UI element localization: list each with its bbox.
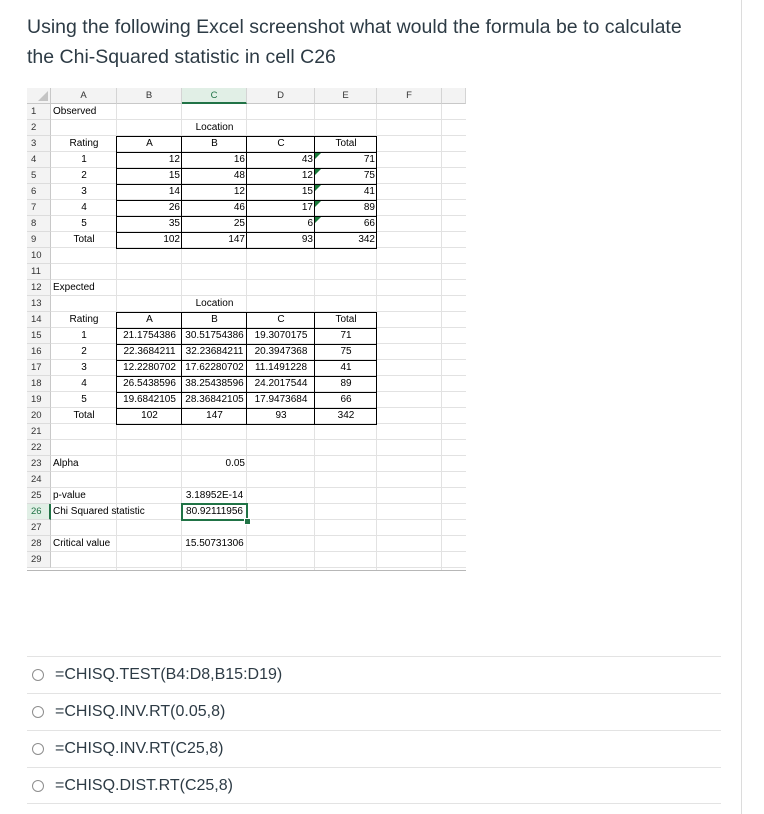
excel-screenshot	[27, 88, 466, 570]
error-indicator-icon	[315, 169, 321, 175]
observed-data-cell[interactable]: 17	[301, 202, 313, 213]
observed-data-cell[interactable]: 12	[301, 170, 313, 181]
expected-header-cell[interactable]: A	[146, 314, 153, 325]
option-label[interactable]: =CHISQ.TEST(B4:D8,B15:D19)	[55, 666, 283, 683]
observed-data-cell[interactable]: 6	[307, 218, 313, 229]
option-label[interactable]: =CHISQ.DIST.RT(C25,8)	[55, 777, 233, 794]
observed-data-cell[interactable]: 41	[363, 186, 375, 197]
radio-button[interactable]	[32, 706, 44, 718]
observed-data-cell[interactable]: 15	[301, 186, 313, 197]
column-header-a[interactable]: A	[51, 88, 117, 104]
radio-button[interactable]	[32, 669, 44, 681]
expected-border-h	[116, 424, 377, 425]
error-indicator-icon	[315, 153, 321, 159]
radio-button[interactable]	[32, 743, 44, 755]
error-indicator-icon	[315, 217, 321, 223]
column-header-e[interactable]: E	[315, 88, 377, 104]
gridline-horizontal	[51, 439, 466, 440]
observed-data-cell[interactable]: 4	[81, 202, 87, 213]
alpha-value[interactable]: 0.05	[225, 458, 245, 469]
option-1[interactable]	[27, 656, 721, 693]
row-header-8[interactable]: 8	[27, 216, 51, 232]
row-header-20[interactable]: 20	[27, 408, 51, 424]
row-header-22[interactable]: 22	[27, 440, 51, 456]
row-header-10[interactable]: 10	[27, 248, 51, 264]
row-header-21[interactable]: 21	[27, 424, 51, 440]
expected-data-cell[interactable]: 147	[206, 410, 223, 421]
row-header-26[interactable]: 26	[27, 504, 51, 520]
observed-location-label[interactable]: Location	[195, 122, 234, 133]
row-header-15[interactable]: 15	[27, 328, 51, 344]
column-header-b[interactable]: B	[117, 88, 182, 104]
column-header-d[interactable]: D	[247, 88, 315, 104]
expected-data-cell[interactable]: 66	[340, 394, 352, 405]
observed-border-h	[116, 136, 377, 137]
column-header-f[interactable]: F	[377, 88, 442, 104]
observed-header-cell[interactable]: C	[277, 138, 285, 149]
selected-cell-c26[interactable]	[181, 503, 248, 521]
observed-header-cell[interactable]: Rating	[69, 138, 99, 149]
expected-data-cell[interactable]: 2	[81, 346, 87, 357]
observed-title[interactable]: Observed	[53, 106, 97, 117]
pvalue-value[interactable]: 3.18952E-14	[185, 490, 244, 501]
corner-triangle-icon	[38, 91, 48, 101]
row-header-23[interactable]: 23	[27, 456, 51, 472]
observed-border-h	[116, 168, 377, 169]
right-divider	[741, 0, 742, 814]
pvalue-label[interactable]: p-value	[53, 490, 86, 501]
expected-data-cell[interactable]: 17.9473684	[254, 394, 308, 405]
observed-data-cell[interactable]: 93	[301, 234, 313, 245]
expected-data-cell[interactable]: 38.25438596	[185, 378, 244, 389]
expected-data-cell[interactable]: 12.2280702	[123, 362, 176, 373]
gridline-horizontal	[51, 567, 466, 568]
expected-data-cell[interactable]: 3	[81, 362, 87, 373]
row-header-24[interactable]: 24	[27, 472, 51, 488]
expected-title[interactable]: Expected	[53, 282, 95, 293]
question-line-1: Using the following Excel screenshot what would the formula be to calculate	[27, 16, 682, 38]
observed-border-h	[116, 152, 377, 153]
expected-data-cell[interactable]: 93	[275, 410, 287, 421]
observed-data-cell[interactable]: Total	[73, 234, 95, 245]
column-header-blank	[442, 88, 466, 104]
observed-data-cell[interactable]: 5	[81, 218, 87, 229]
row-header-28[interactable]: 28	[27, 536, 51, 552]
observed-data-cell[interactable]: 66	[363, 218, 375, 229]
row-header-13[interactable]: 13	[27, 296, 51, 312]
observed-header-cell[interactable]: Total	[335, 138, 357, 149]
observed-data-cell[interactable]: 89	[363, 202, 375, 213]
observed-data-cell[interactable]: 35	[168, 218, 180, 229]
expected-location-label[interactable]: Location	[195, 298, 234, 309]
row-header-29[interactable]: 29	[27, 552, 51, 568]
answer-options	[27, 656, 721, 804]
expected-header-cell[interactable]: Total	[335, 314, 357, 325]
observed-border-h	[116, 216, 377, 217]
row-header-18[interactable]: 18	[27, 376, 51, 392]
row-header-19[interactable]: 19	[27, 392, 51, 408]
fill-handle[interactable]	[244, 518, 251, 525]
expected-header-cell[interactable]: B	[211, 314, 218, 325]
row-header-17[interactable]: 17	[27, 360, 51, 376]
observed-data-cell[interactable]: 26	[168, 202, 180, 213]
observed-data-cell[interactable]: 75	[363, 170, 375, 181]
row-header-27[interactable]: 27	[27, 520, 51, 536]
option-2[interactable]	[27, 693, 721, 730]
observed-data-cell[interactable]: 25	[233, 218, 245, 229]
observed-data-cell[interactable]: 3	[81, 186, 87, 197]
error-indicator-icon	[315, 201, 321, 207]
expected-data-cell[interactable]: 89	[340, 378, 352, 389]
expected-data-cell[interactable]: 22.3684211	[123, 346, 176, 357]
expected-data-cell[interactable]: 342	[337, 410, 355, 421]
row-header-1[interactable]: 1	[27, 104, 51, 120]
radio-button[interactable]	[32, 780, 44, 792]
observed-data-cell[interactable]: 43	[301, 154, 313, 165]
column-header-c[interactable]: C	[182, 88, 247, 104]
option-3[interactable]	[27, 730, 721, 767]
observed-data-cell[interactable]: 102	[163, 234, 180, 245]
expected-data-cell[interactable]: Total	[73, 410, 95, 421]
observed-data-cell[interactable]: 48	[233, 170, 245, 181]
observed-header-cell[interactable]: B	[211, 138, 218, 149]
critical-value-value[interactable]: 15.50731306	[185, 538, 244, 549]
chi-squared-value[interactable]: 80.92111956	[186, 506, 243, 517]
expected-data-cell[interactable]: 30.51754386	[185, 330, 244, 341]
expected-data-cell[interactable]: 5	[81, 394, 87, 405]
observed-data-cell[interactable]: 12	[168, 154, 180, 165]
observed-data-cell[interactable]: 46	[233, 202, 245, 213]
row-header-11[interactable]: 11	[27, 264, 51, 280]
row-header-25[interactable]: 25	[27, 488, 51, 504]
error-indicator-icon	[315, 185, 321, 191]
chi-squared-label[interactable]: Chi Squared statistic	[53, 506, 145, 517]
option-label[interactable]: =CHISQ.INV.RT(C25,8)	[55, 740, 224, 757]
observed-data-cell[interactable]: 342	[358, 234, 375, 245]
expected-data-cell[interactable]: 41	[340, 362, 352, 373]
expected-data-cell[interactable]: 32.23684211	[185, 346, 244, 357]
expected-data-cell[interactable]: 26.5438596	[123, 378, 176, 389]
expected-data-cell[interactable]: 20.3947368	[254, 346, 308, 357]
expected-data-cell[interactable]: 11.1491228	[254, 362, 308, 373]
expected-data-cell[interactable]: 19.3070175	[254, 330, 308, 341]
row-header-2[interactable]: 2	[27, 120, 51, 136]
gridline-vertical	[441, 104, 442, 570]
observed-border-h	[116, 200, 377, 201]
observed-header-cell[interactable]: A	[146, 138, 153, 149]
row-header-16[interactable]: 16	[27, 344, 51, 360]
option-4[interactable]	[27, 767, 721, 804]
critical-value-label[interactable]: Critical value	[53, 538, 111, 549]
observed-data-cell[interactable]: 16	[233, 154, 245, 165]
row-header-6[interactable]: 6	[27, 184, 51, 200]
expected-header-cell[interactable]: Rating	[69, 314, 99, 325]
expected-data-cell[interactable]: 24.2017544	[254, 378, 308, 389]
select-all-corner	[27, 88, 51, 104]
observed-data-cell[interactable]: 2	[81, 170, 87, 181]
expected-header-cell[interactable]: C	[277, 314, 285, 325]
expected-data-cell[interactable]: 28.36842105	[185, 394, 244, 405]
row-header-4[interactable]: 4	[27, 152, 51, 168]
observed-border-h	[116, 184, 377, 185]
expected-data-cell[interactable]: 21.1754386	[123, 330, 176, 341]
expected-data-cell[interactable]: 71	[340, 330, 352, 341]
observed-data-cell[interactable]: 15	[168, 170, 180, 181]
expected-data-cell[interactable]: 17.62280702	[185, 362, 244, 373]
row-header-7[interactable]: 7	[27, 200, 51, 216]
observed-data-cell[interactable]: 147	[228, 234, 245, 245]
expected-data-cell[interactable]: 75	[340, 346, 352, 357]
question-text	[27, 12, 727, 72]
expected-data-cell[interactable]: 19.6842105	[123, 394, 176, 405]
observed-border-h	[116, 232, 377, 233]
row-header-12[interactable]: 12	[27, 280, 51, 296]
alpha-label[interactable]: Alpha	[53, 458, 79, 469]
gridline-horizontal	[51, 263, 466, 264]
option-label[interactable]: =CHISQ.INV.RT(0.05,8)	[55, 703, 226, 720]
row-header-5[interactable]: 5	[27, 168, 51, 184]
sheet-bottom-edge	[27, 570, 466, 571]
expected-data-cell[interactable]: 4	[81, 378, 87, 389]
expected-data-cell[interactable]: 1	[81, 330, 87, 341]
observed-border-h	[116, 248, 377, 249]
observed-data-cell[interactable]: 14	[168, 186, 180, 197]
spreadsheet-grid	[27, 88, 466, 570]
row-header-3[interactable]: 3	[27, 136, 51, 152]
observed-data-cell[interactable]: 71	[363, 154, 375, 165]
observed-data-cell[interactable]: 1	[81, 154, 87, 165]
observed-data-cell[interactable]: 12	[233, 186, 245, 197]
row-header-9[interactable]: 9	[27, 232, 51, 248]
question-line-2: the Chi-Squared statistic in cell C26	[27, 46, 336, 68]
expected-data-cell[interactable]: 102	[141, 410, 158, 421]
row-header-14[interactable]: 14	[27, 312, 51, 328]
